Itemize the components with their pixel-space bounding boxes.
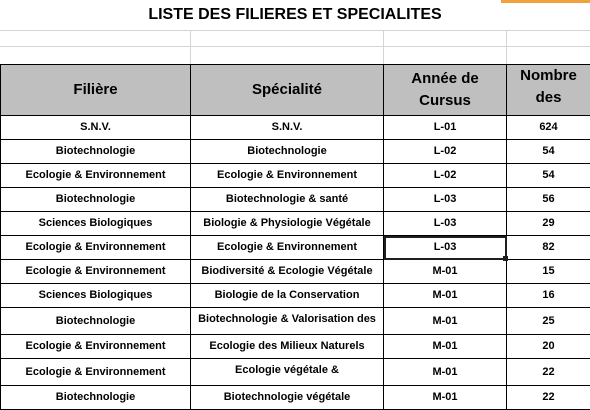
- cell-specialite[interactable]: Biologie de la Conservation: [191, 284, 384, 308]
- cell-specialite[interactable]: Biotechnologie & Valorisation des: [191, 308, 384, 335]
- cell-specialite[interactable]: Biotechnologie: [191, 140, 384, 164]
- table-row: [1, 116, 590, 140]
- cell-filiere[interactable]: Biotechnologie: [1, 308, 191, 335]
- cell-specialite[interactable]: Biotechnologie & santé: [191, 188, 384, 212]
- cell-annee[interactable]: M-01: [384, 260, 507, 284]
- cell-annee[interactable]: L-01: [384, 116, 507, 140]
- cell-nombre[interactable]: 29: [507, 212, 590, 236]
- cell-filiere[interactable]: Ecologie & Environnement: [1, 260, 191, 284]
- cell-specialite[interactable]: Ecologie & Environnement: [191, 236, 384, 260]
- cell-specialite[interactable]: Ecologie végétale &: [191, 359, 384, 386]
- cell-specialite[interactable]: S.N.V.: [191, 116, 384, 140]
- sheet-title[interactable]: LISTE DES FILIERES ET SPECIALITES: [0, 0, 590, 30]
- gridline: [190, 30, 191, 64]
- cell-nombre[interactable]: 54: [507, 140, 590, 164]
- cell-annee[interactable]: L-03: [384, 212, 507, 236]
- cell-annee[interactable]: M-01: [384, 308, 507, 335]
- table-row: [1, 164, 590, 188]
- cell-annee[interactable]: L-02: [384, 164, 507, 188]
- header-annee[interactable]: Année de Cursus: [384, 65, 507, 116]
- specialites-table: [0, 64, 590, 410]
- cell-filiere[interactable]: Ecologie & Environnement: [1, 236, 191, 260]
- cell-nombre[interactable]: 54: [507, 164, 590, 188]
- cell-filiere[interactable]: Sciences Biologiques: [1, 212, 191, 236]
- cell-filiere[interactable]: Ecologie & Environnement: [1, 164, 191, 188]
- gridline: [0, 30, 590, 31]
- cell-specialite[interactable]: Biodiversité & Ecologie Végétale: [191, 260, 384, 284]
- fill-handle[interactable]: [503, 256, 508, 261]
- table-row: [1, 140, 590, 164]
- cell-filiere[interactable]: Ecologie & Environnement: [1, 359, 191, 386]
- cell-nombre[interactable]: 15: [507, 260, 590, 284]
- cell-filiere[interactable]: Biotechnologie: [1, 386, 191, 410]
- cell-annee[interactable]: L-02: [384, 140, 507, 164]
- table-row: [1, 212, 590, 236]
- gridline: [506, 30, 507, 64]
- header-specialite[interactable]: Spécialité: [191, 65, 384, 116]
- cell-specialite[interactable]: Ecologie & Environnement: [191, 164, 384, 188]
- cell-annee[interactable]: M-01: [384, 359, 507, 386]
- cell-filiere[interactable]: S.N.V.: [1, 116, 191, 140]
- table-header-row: [1, 65, 590, 116]
- cell-specialite[interactable]: Biologie & Physiologie Végétale: [191, 212, 384, 236]
- cell-nombre[interactable]: 56: [507, 188, 590, 212]
- cell-nombre[interactable]: 624: [507, 116, 590, 140]
- cell-filiere[interactable]: Ecologie & Environnement: [1, 335, 191, 359]
- cell-nombre[interactable]: 82: [507, 236, 590, 260]
- cell-specialite[interactable]: Biotechnologie végétale: [191, 386, 384, 410]
- table-row: [1, 284, 590, 308]
- cell-nombre[interactable]: 25: [507, 308, 590, 335]
- cell-annee[interactable]: M-01: [384, 386, 507, 410]
- gridline: [0, 46, 590, 47]
- cell-nombre[interactable]: 22: [507, 386, 590, 410]
- table-row: [1, 308, 590, 335]
- cell-filiere[interactable]: Sciences Biologiques: [1, 284, 191, 308]
- table-row: [1, 188, 590, 212]
- table-row: [1, 335, 590, 359]
- table-row: [1, 236, 590, 260]
- cell-filiere[interactable]: Biotechnologie: [1, 188, 191, 212]
- cell-nombre[interactable]: 22: [507, 359, 590, 386]
- table-row: [1, 359, 590, 386]
- cell-nombre[interactable]: 16: [507, 284, 590, 308]
- gridline: [383, 30, 384, 64]
- header-nombre[interactable]: Nombre des: [507, 65, 590, 116]
- cell-nombre[interactable]: 20: [507, 335, 590, 359]
- cell-filiere[interactable]: Biotechnologie: [1, 140, 191, 164]
- cell-annee-selected[interactable]: L-03: [384, 236, 507, 260]
- table-row: [1, 260, 590, 284]
- cell-specialite[interactable]: Ecologie des Milieux Naturels: [191, 335, 384, 359]
- cell-annee[interactable]: L-03: [384, 188, 507, 212]
- cell-annee[interactable]: M-01: [384, 335, 507, 359]
- table-row: [1, 386, 590, 410]
- header-filiere[interactable]: Filière: [1, 65, 191, 116]
- cell-annee[interactable]: M-01: [384, 284, 507, 308]
